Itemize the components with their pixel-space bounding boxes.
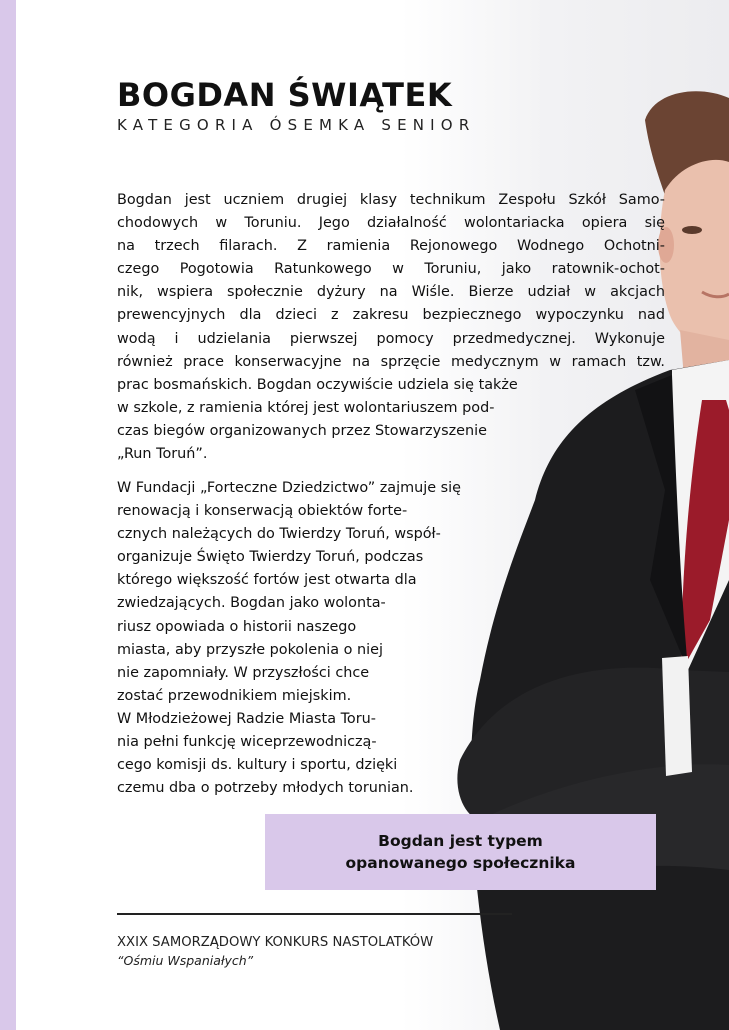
text-line: zostać przewodnikiem miejskim.: [117, 687, 352, 704]
footer-contest-name: XXIX SAMORZĄDOWY KONKURS NASTOLATKÓW: [117, 935, 434, 950]
text-line: na trzech filarach. Z ramienia Rejonowego Wodnego Ochotni-: [117, 238, 665, 255]
quote-line-2: opanowanego społecznika: [345, 854, 576, 872]
text-line: nie zapomniały. W przyszłości chce: [117, 664, 370, 681]
biography-paragraph-2: [117, 477, 492, 800]
text-line: czego Pogotowia Ratunkowego w Toruniu, jako ratownik-ochot-: [117, 261, 665, 278]
text-line: miasta, aby przyszłe pokolenia o niej: [117, 641, 383, 658]
footer-contest-subtitle: “Ośmiu Wspaniałych”: [117, 953, 254, 968]
text-line: czas biegów organizowanych przez Stowarzyszenie: [117, 422, 487, 439]
shirt-cuff: [662, 656, 692, 776]
accent-stripe: [0, 0, 16, 1030]
text-line: nia pełni funkcję wiceprzewodniczą-: [117, 734, 377, 751]
quote-line-1: Bogdan jest typem: [378, 832, 543, 850]
eye: [682, 226, 702, 234]
text-line: Bogdan jest uczniem drugiej klasy technikum Zespołu Szkół Samo-: [117, 192, 665, 208]
text-line: czemu dba o potrzeby młodych torunian.: [117, 780, 414, 797]
text-line: „Run Toruń”.: [117, 446, 208, 463]
text-line: cego komisji ds. kultury i sportu, dzięki: [117, 757, 398, 774]
page-title: BOGDAN ŚWIĄTEK: [117, 76, 453, 114]
text-line: W Fundacji „Forteczne Dziedzictwo” zajmuje się: [117, 480, 462, 496]
text-line: wodą i udzielania pierwszej pomocy przedmedycznej. Wykonuje: [117, 330, 665, 347]
text-line: cznych należących do Twierdzy Toruń, współ-: [117, 526, 441, 543]
text-line: prac bosmańskich. Bogdan oczywiście udziela się także: [117, 376, 518, 393]
text-line: chodowych w Toruniu. Jego działalność wolontariacka opiera się: [117, 215, 665, 232]
text-line: riusz opowiada o historii naszego: [117, 618, 357, 635]
text-line: którego większość fortów jest otwarta dla: [117, 572, 417, 589]
highlight-quote-box: [265, 814, 656, 890]
text-line: w szkole, z ramienia której jest wolontariuszem pod-: [117, 399, 495, 416]
text-line: organizuje Święto Twierdzy Toruń, podczas: [117, 549, 424, 566]
text-line: również prace konserwacyjne na sprzęcie medycznym w ramach tzw.: [117, 353, 665, 370]
category-subtitle: KATEGORIA ÓSEMKA SENIOR: [117, 116, 476, 134]
footer-divider: [117, 913, 512, 915]
text-line: renowacją i konserwacją obiektów forte-: [117, 503, 408, 520]
text-line: W Młodzieżowej Radzie Miasta Toru-: [117, 710, 376, 727]
text-line: nik, wspiera społecznie dyżury na Wiśle. Bierze udział w akcjach: [117, 284, 665, 301]
biography-paragraph-1: [117, 189, 665, 466]
text-line: prewencyjnych dla dzieci z zakresu bezpiecznego wypoczynku nad: [117, 307, 665, 324]
text-line: zwiedzających. Bogdan jako wolonta-: [117, 595, 386, 612]
